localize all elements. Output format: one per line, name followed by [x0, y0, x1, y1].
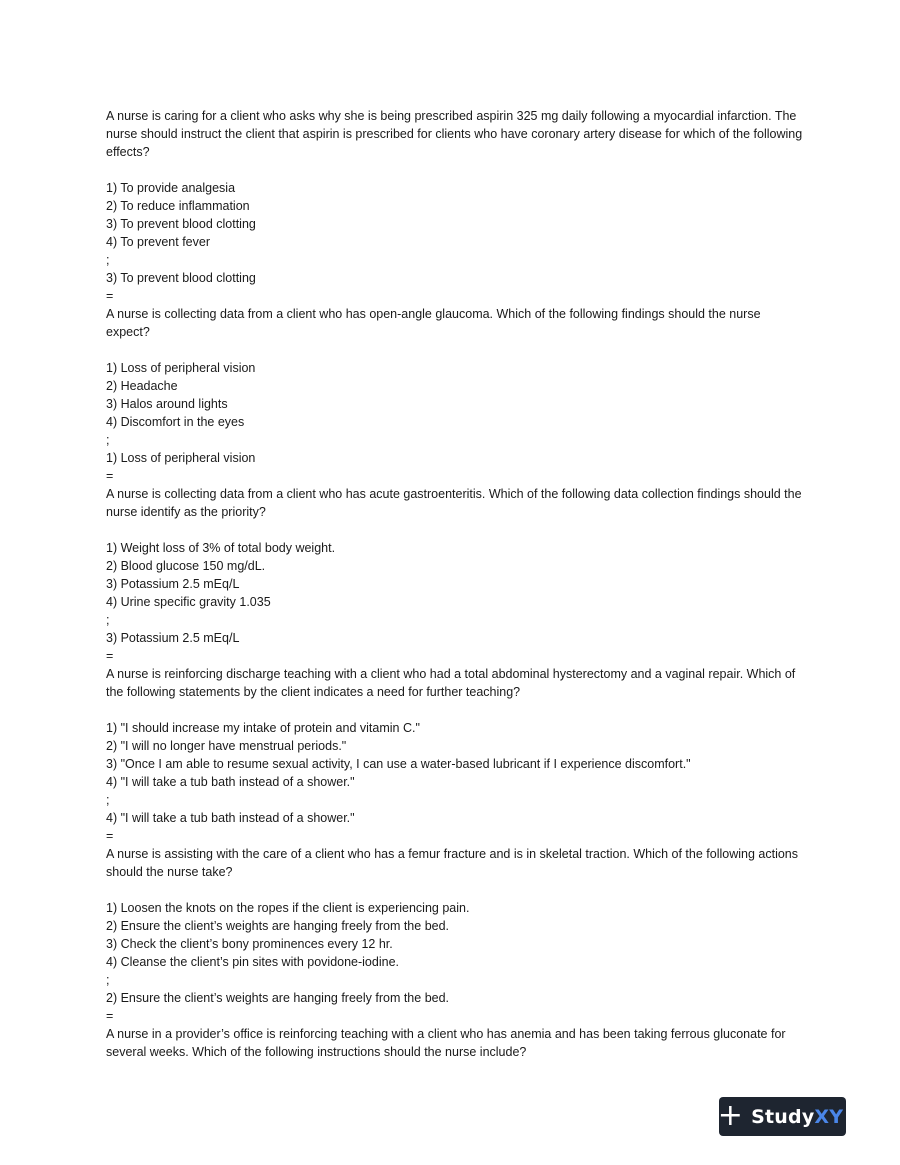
- qa-item: [106, 845, 806, 1025]
- qa-item: [106, 665, 806, 845]
- answer-separator: ;: [106, 613, 110, 627]
- answer-text: 4) "I will take a tub bath instead of a shower.": [106, 811, 355, 825]
- qa-item: [106, 1025, 806, 1061]
- option: 3) Potassium 2.5 mEq/L: [106, 577, 240, 591]
- qa-item: [106, 107, 806, 305]
- logo-text-xy: XY: [814, 1105, 844, 1128]
- option: 3) Halos around lights: [106, 397, 228, 411]
- option: 2) Ensure the client’s weights are hanging freely from the bed.: [106, 919, 450, 933]
- option: 3) Check the client’s bony prominences every 12 hr.: [106, 937, 393, 951]
- answer-text: 3) Potassium 2.5 mEq/L: [106, 631, 240, 645]
- answer-separator: ;: [106, 973, 110, 987]
- options-list: [106, 179, 806, 251]
- options-list: [106, 899, 806, 971]
- option: 4) "I will take a tub bath instead of a shower.": [106, 775, 355, 789]
- option: 3) "Once I am able to resume sexual activity, I can use a water-based lubricant if I experience discomfort.": [106, 757, 691, 771]
- answer-text: 3) To prevent blood clotting: [106, 271, 256, 285]
- item-end-marker: =: [106, 1009, 114, 1023]
- option: 2) To reduce inflammation: [106, 199, 250, 213]
- options-list: [106, 359, 806, 431]
- studyxy-logo[interactable]: [719, 1097, 846, 1136]
- item-end-marker: =: [106, 649, 114, 663]
- options-list: [106, 719, 806, 791]
- answer-text: 2) Ensure the client’s weights are hanging freely from the bed.: [106, 991, 450, 1005]
- option: 3) To prevent blood clotting: [106, 217, 256, 231]
- question-text: A nurse is collecting data from a client who has acute gastroenteritis. Which of the following data collection findings should the nurse identify as the priority?: [106, 487, 802, 519]
- answer-separator: ;: [106, 253, 110, 267]
- answer-separator: ;: [106, 433, 110, 447]
- question-text: A nurse is assisting with the care of a client who has a femur fracture and is in skeletal traction. Which of the following actions should the nurse take?: [106, 847, 799, 879]
- question-text: A nurse in a provider’s office is reinforcing teaching with a client who has anemia and has been taking ferrous gluconate for several weeks. Which of the following instructions should the nurse include?: [106, 1027, 786, 1059]
- option: 2) Blood glucose 150 mg/dL.: [106, 559, 266, 573]
- option: 1) Weight loss of 3% of total body weight.: [106, 541, 336, 555]
- question-text: A nurse is collecting data from a client who has open-angle glaucoma. Which of the following findings should the nurse expect?: [106, 307, 761, 339]
- option: 4) Cleanse the client’s pin sites with povidone-iodine.: [106, 955, 399, 969]
- logo-text-study: Study: [751, 1105, 815, 1128]
- item-end-marker: =: [106, 289, 114, 303]
- question-text: A nurse is caring for a client who asks why she is being prescribed aspirin 325 mg daily following a myocardial infarction. The nurse should instruct the client that aspirin is prescribed for clients who have coronary artery disease for which of the following effects?: [106, 109, 803, 159]
- item-end-marker: =: [106, 469, 114, 483]
- option: 4) To prevent fever: [106, 235, 210, 249]
- item-end-marker: =: [106, 829, 114, 843]
- question-text: A nurse is reinforcing discharge teaching with a client who had a total abdominal hysterectomy and a vaginal repair. Which of the following statements by the client indicates a need for further teaching?: [106, 667, 796, 699]
- document-body: [106, 107, 806, 1061]
- option: 4) Urine specific gravity 1.035: [106, 595, 271, 609]
- option: 1) "I should increase my intake of protein and vitamin C.": [106, 721, 420, 735]
- qa-item: [106, 305, 806, 485]
- option: 2) Headache: [106, 379, 178, 393]
- plus-icon: +: [717, 1097, 744, 1133]
- options-list: [106, 539, 806, 611]
- option: 4) Discomfort in the eyes: [106, 415, 245, 429]
- answer-text: 1) Loss of peripheral vision: [106, 451, 256, 465]
- option: 1) Loss of peripheral vision: [106, 361, 256, 375]
- option: 1) Loosen the knots on the ropes if the client is experiencing pain.: [106, 901, 470, 915]
- option: 2) "I will no longer have menstrual periods.": [106, 739, 347, 753]
- option: 1) To provide analgesia: [106, 181, 236, 195]
- answer-separator: ;: [106, 793, 110, 807]
- qa-item: [106, 485, 806, 665]
